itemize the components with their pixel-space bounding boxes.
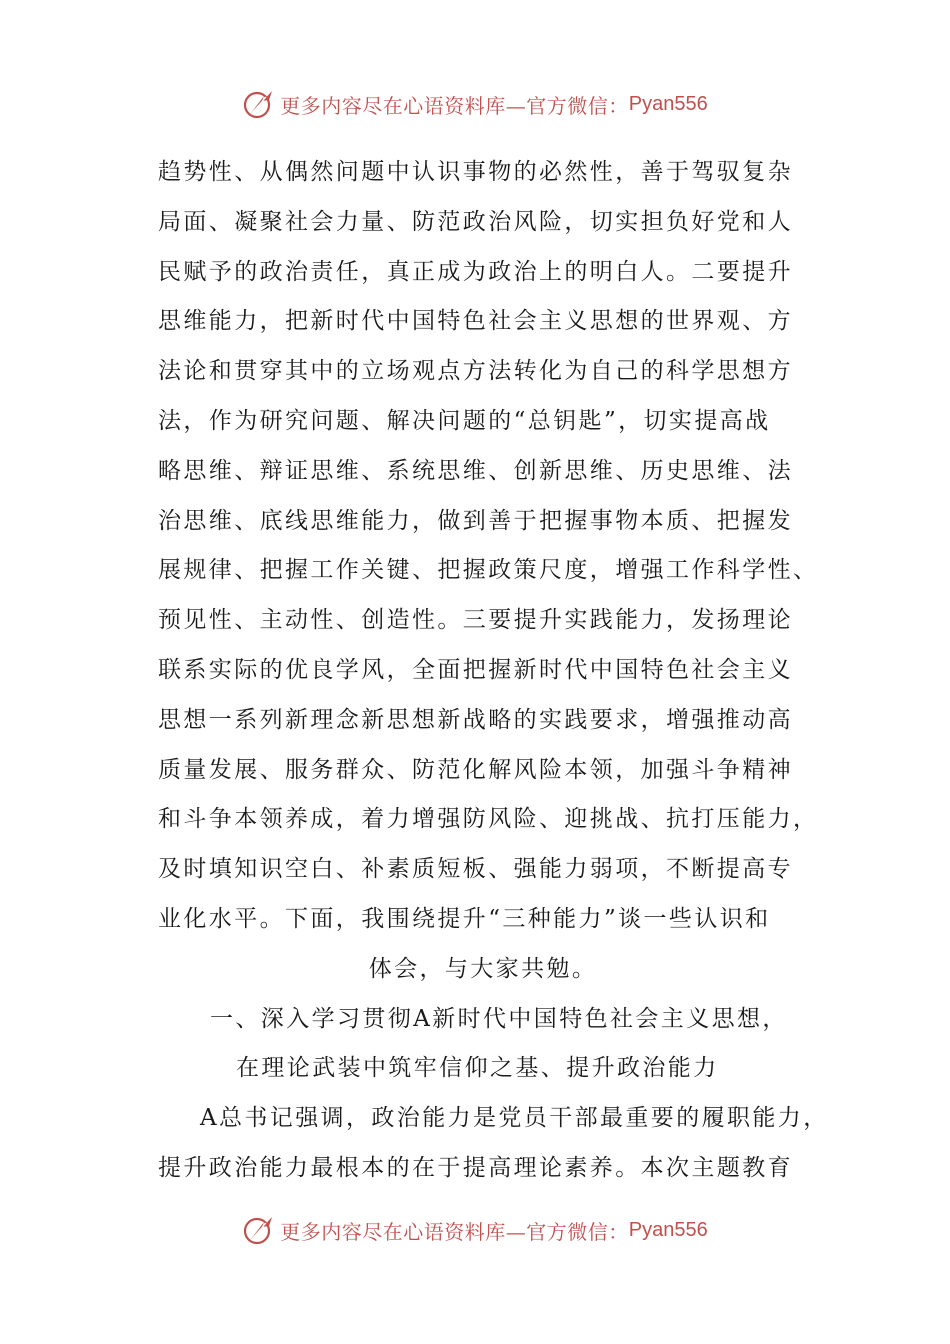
text-line: 展规律、把握工作关键、把握政策尺度，增强工作科学性、: [158, 557, 819, 584]
text-line: 及时填知识空白、补素质短板、强能力弱项，不断提高专: [158, 856, 793, 883]
text-line: 略思维、辩证思维、系统思维、创新思维、历史思维、法: [158, 457, 793, 484]
text-line: 趋势性、从偶然问题中认识事物的必然性，善于驾驭复杂: [158, 159, 793, 185]
text-line: 提升政治能力最根本的在于提高理论素养。本次主题教育: [158, 1154, 793, 1181]
text-line: 预见性、主动性、创造性。三要提升实践能力，发扬理论: [158, 607, 793, 634]
header-watermark-banner: [0, 84, 950, 124]
banner-wechat-handle: Pyan556: [628, 1218, 708, 1241]
banner-text: 更多内容尽在心语资料库—官方微信：: [280, 1219, 629, 1244]
text-line: 业化水平。下面，我围绕提升“三种能力”谈一些认识和: [158, 905, 771, 932]
quill-pen-logo-icon: [242, 87, 276, 121]
text-line: 和斗争本领养成，着力增强防风险、迎挑战、抗打压能力，: [158, 806, 819, 833]
text-line: 法论和贯穿其中的立场观点方法转化为自己的科学思想方: [158, 358, 793, 385]
text-line: 思维能力，把新时代中国特色社会主义思想的世界观、方: [158, 308, 793, 335]
quill-pen-logo-icon: [242, 1213, 276, 1247]
document-body: [158, 148, 829, 1194]
text-line: 质量发展、服务群众、防范化解风险本领，加强斗争精神: [158, 756, 793, 783]
paragraph-first-line: A总书记强调，政治能力是党员干部最重要的履职能力，: [200, 1105, 829, 1132]
text-line: 联系实际的优良学风，全面把握新时代中国特色社会主义: [158, 656, 793, 683]
section-heading-line-2: 在理论武装中筑牢信仰之基、提升政治能力: [236, 1055, 719, 1082]
text-line: 思想一系列新理念新思想新战略的实践要求，增强推动高: [158, 706, 793, 733]
text-line: 法，作为研究问题、解决问题的“总钥匙”，切实提高战: [158, 407, 771, 434]
text-line: 治思维、底线思维能力，做到善于把握事物本质、把握发: [158, 507, 793, 534]
section-heading-line-1: 一、深入学习贯彻A新时代中国特色社会主义思想，: [210, 1005, 788, 1032]
banner-wechat-handle: Pyan556: [628, 92, 708, 115]
footer-watermark-banner: [0, 1210, 950, 1250]
banner-text: 更多内容尽在心语资料库—官方微信：: [280, 93, 629, 118]
text-line: 体会，与大家共勉。: [368, 955, 598, 982]
text-line: 局面、凝聚社会力量、防范政治风险，切实担负好党和人: [158, 208, 793, 235]
text-line: 民赋予的政治责任，真正成为政治上的明白人。二要提升: [158, 258, 793, 285]
